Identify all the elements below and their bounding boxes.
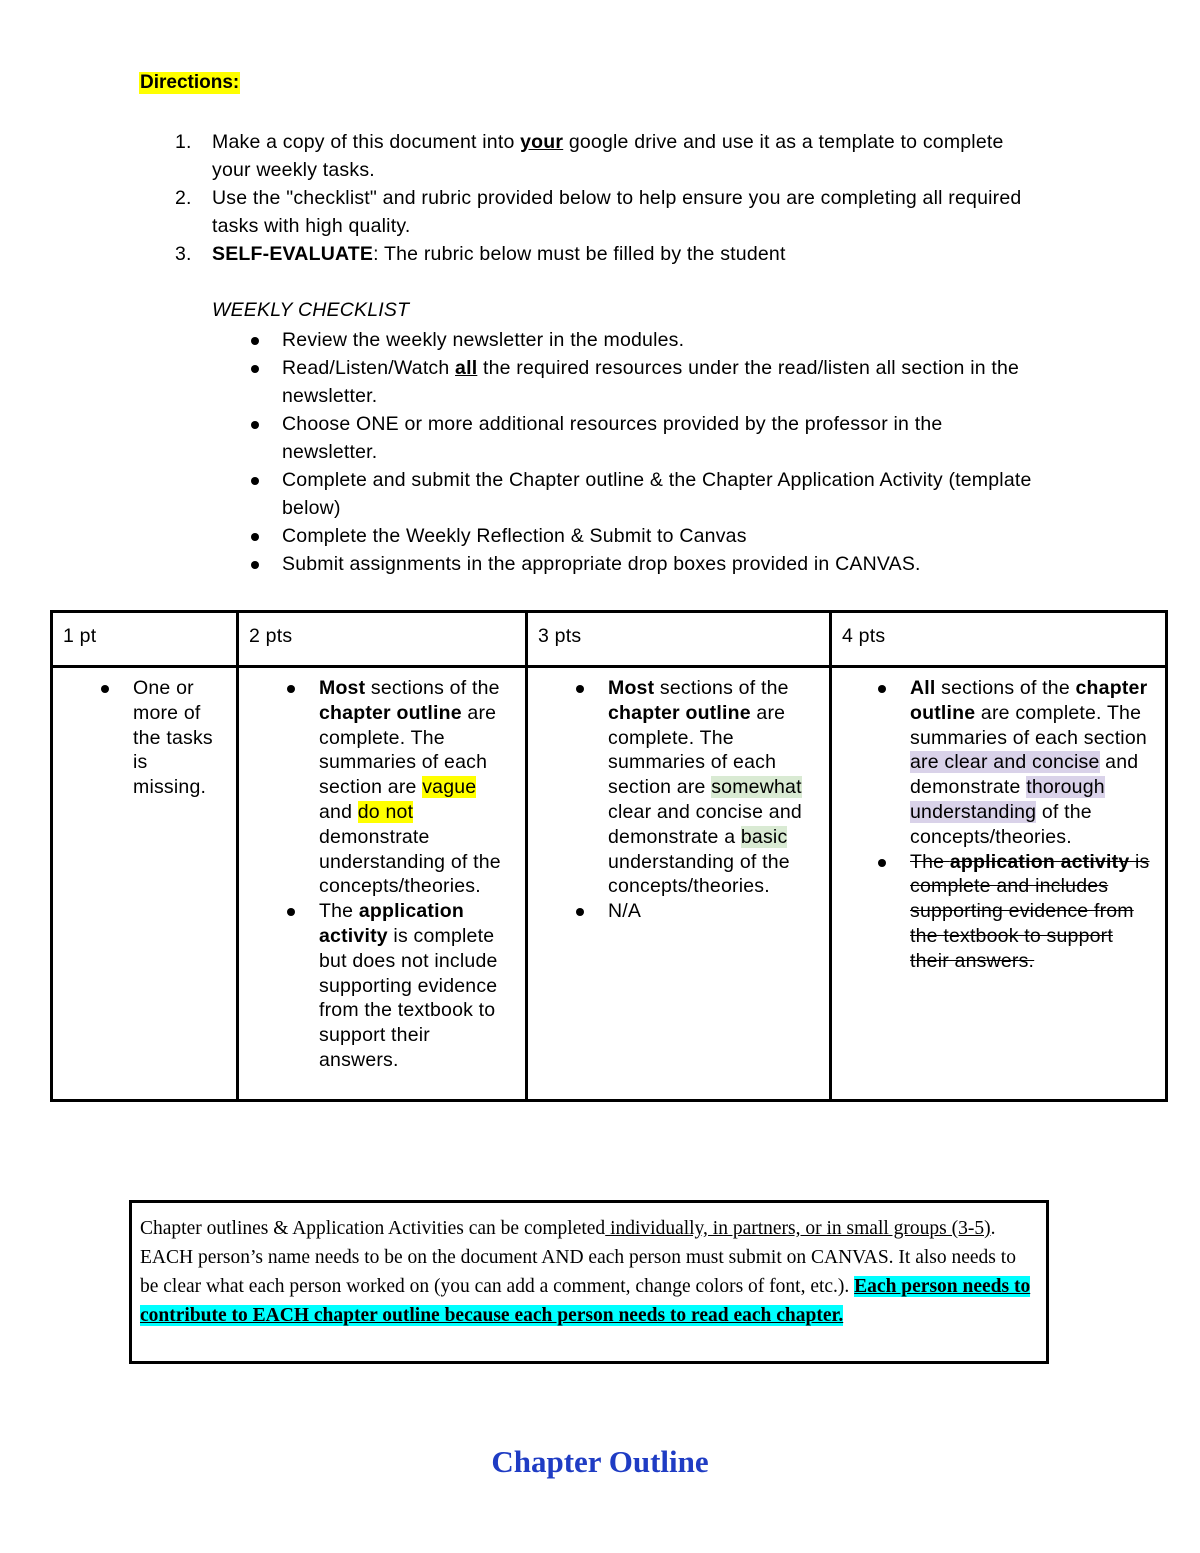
bullet-icon bbox=[878, 685, 886, 693]
rubric-cell-3pts bbox=[527, 667, 831, 1101]
notice-text: . EACH person’s name needs to be on the document AND each person must submit on CANVAS. It also needs to be clear what each person worked on (you can add a comment, change colors of font, etc.). bbox=[140, 1218, 1016, 1297]
rubric-text: demonstrate understanding of the concepts/theories. bbox=[319, 825, 501, 898]
rubric-cell-4pts bbox=[831, 667, 1167, 1101]
checklist-item-text: Review the weekly newsletter in the modules. bbox=[282, 329, 685, 351]
chapter-outline-heading: Chapter Outline bbox=[491, 1444, 709, 1479]
bullet-icon bbox=[287, 685, 295, 693]
checklist-item-text: the required resources under the read/listen all section in the newsletter. bbox=[282, 357, 1020, 407]
highlight-text: do not bbox=[357, 800, 414, 823]
checklist-item-text: Choose ONE or more additional resources provided by the professor in the newsletter. bbox=[282, 413, 943, 463]
step-number: 3. bbox=[175, 243, 192, 265]
rubric-bullet bbox=[63, 676, 226, 800]
rubric-bullet-struck bbox=[842, 850, 1155, 974]
rubric-bullet bbox=[249, 899, 515, 1073]
bullet-icon bbox=[576, 685, 584, 693]
step-text: Use the "checklist" and rubric provided below to help ensure you are completing all required tasks with high quality. bbox=[212, 187, 1022, 237]
rubric-bold-text: Most bbox=[319, 677, 366, 699]
group-work-notice bbox=[129, 1200, 1049, 1364]
bullet-icon bbox=[101, 685, 109, 693]
checklist-item bbox=[212, 326, 1035, 354]
highlight-text: somewhat bbox=[711, 776, 802, 799]
checklist-item-text: Complete and submit the Chapter outline & the Chapter Application Activity (template below) bbox=[282, 469, 1032, 519]
highlight-text: vague bbox=[422, 776, 477, 799]
weekly-checklist-title: WEEKLY CHECKLIST bbox=[212, 299, 410, 321]
rubric-text: The bbox=[910, 850, 950, 873]
checklist-item bbox=[212, 466, 1035, 522]
rubric-header-1pt: 1 pt bbox=[52, 612, 238, 667]
checklist-item bbox=[212, 410, 1035, 466]
rubric-text: and demonstrate bbox=[910, 751, 1139, 799]
rubric-text: is complete and includes supporting evidence from the textbook to support their answers. bbox=[910, 850, 1150, 972]
rubric-text: sections of the bbox=[654, 677, 789, 699]
rubric-header-3pts: 3 pts bbox=[527, 612, 831, 667]
checklist-item bbox=[212, 550, 1035, 578]
rubric-bold-text: chapter outline bbox=[319, 701, 462, 724]
rubric-bullet-text: One or more of the tasks is missing. bbox=[133, 677, 213, 799]
bullet-icon bbox=[287, 908, 295, 916]
rubric-text: of the concepts/theories. bbox=[910, 800, 1092, 848]
rubric-header-4pts: 4 pts bbox=[831, 612, 1167, 667]
highlight-text: basic bbox=[740, 825, 788, 848]
rubric-text: clear and concise and demonstrate a bbox=[608, 800, 802, 848]
bullet-icon bbox=[251, 421, 259, 429]
bullet-icon bbox=[251, 533, 259, 541]
rubric-table bbox=[50, 610, 1168, 1102]
rubric-text: sections of the bbox=[365, 677, 500, 699]
rubric-bold-text: All bbox=[910, 677, 936, 699]
rubric-header-row bbox=[52, 612, 1167, 667]
rubric-bold-text: application activity bbox=[949, 850, 1130, 873]
step-2 bbox=[175, 184, 1035, 240]
step-text: google drive and use it as a template to complete your weekly tasks. bbox=[212, 131, 1004, 181]
rubric-bold-text: application activity bbox=[319, 900, 464, 947]
checklist-item bbox=[212, 522, 1035, 550]
bullet-icon bbox=[251, 561, 259, 569]
highlight-text: are clear and concise bbox=[910, 751, 1100, 774]
step-1 bbox=[175, 128, 1035, 184]
step-text: Make a copy of this document into bbox=[212, 131, 521, 153]
rubric-criteria-row bbox=[52, 667, 1167, 1101]
directions-label: Directions: bbox=[140, 72, 240, 93]
rubric-text: is complete but does not include supporting evidence from the textbook to support their answers. bbox=[319, 924, 498, 1071]
bullet-icon bbox=[251, 477, 259, 485]
rubric-bullet bbox=[538, 899, 819, 924]
step-number: 1. bbox=[175, 131, 192, 153]
rubric-text: are complete. The summaries of each section are bbox=[608, 701, 786, 799]
notice-highlight-text: Each person needs to contribute to EACH chapter outline because each person needs to read each chapter. bbox=[140, 1276, 1031, 1326]
checklist-item bbox=[212, 354, 1035, 410]
emphasis-text: all bbox=[455, 357, 478, 379]
notice-underlined-text: individually, in partners, or in small groups (3-5) bbox=[605, 1218, 991, 1239]
rubric-text: sections of the bbox=[935, 677, 1076, 699]
rubric-text: are complete. The summaries of each section are bbox=[319, 701, 497, 799]
notice-text: Chapter outlines & Application Activities can be completed bbox=[140, 1218, 606, 1239]
checklist-item-text: Read/Listen/Watch bbox=[282, 357, 456, 379]
rubric-text: are complete. The summaries of each section bbox=[910, 701, 1147, 749]
directions-steps bbox=[175, 128, 1035, 578]
step-number: 2. bbox=[175, 187, 192, 209]
bullet-icon bbox=[576, 908, 584, 916]
rubric-text: and bbox=[319, 800, 358, 823]
rubric-bold-text: chapter outline bbox=[910, 677, 1148, 724]
rubric-text: understanding of the concepts/theories. bbox=[608, 850, 790, 898]
weekly-checklist bbox=[212, 326, 1035, 578]
highlight-text: thorough understanding bbox=[910, 776, 1105, 823]
rubric-bullet bbox=[842, 676, 1155, 850]
bullet-icon bbox=[251, 365, 259, 373]
step-3 bbox=[175, 240, 1035, 268]
rubric-bullet bbox=[249, 676, 515, 899]
bullet-icon bbox=[251, 337, 259, 345]
rubric-bold-text: chapter outline bbox=[608, 701, 751, 724]
emphasis-text: your bbox=[520, 131, 564, 153]
rubric-bold-text: Most bbox=[608, 677, 655, 699]
rubric-header-2pts: 2 pts bbox=[238, 612, 527, 667]
rubric-text: N/A bbox=[608, 900, 642, 923]
checklist-item-text: Complete the Weekly Reflection & Submit to Canvas bbox=[282, 525, 747, 547]
rubric-cell-1pt bbox=[52, 667, 238, 1101]
rubric-text: The bbox=[319, 900, 359, 923]
bullet-icon bbox=[878, 859, 886, 867]
rubric-bullet bbox=[538, 676, 819, 899]
step-text: : The rubric below must be filled by the student bbox=[373, 243, 786, 265]
self-evaluate-label: SELF-EVALUATE bbox=[212, 243, 374, 265]
rubric-cell-2pts bbox=[238, 667, 527, 1101]
checklist-item-text: Submit assignments in the appropriate drop boxes provided in CANVAS. bbox=[282, 553, 921, 575]
